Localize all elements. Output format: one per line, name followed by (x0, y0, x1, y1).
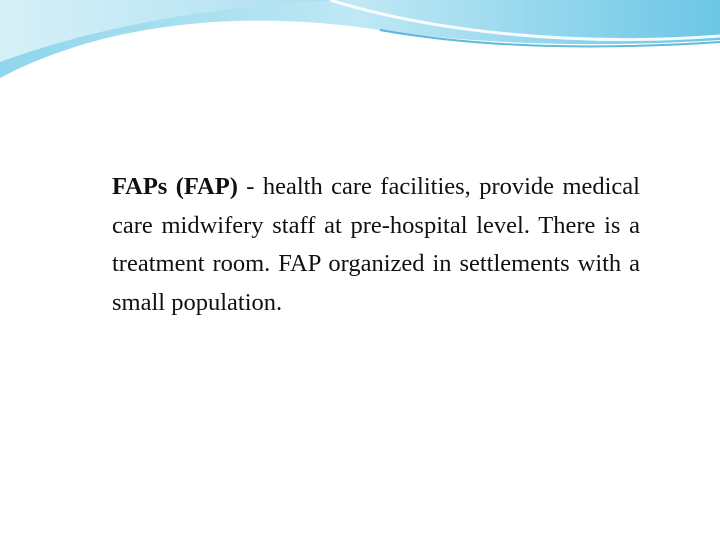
definition-paragraph (112, 168, 640, 322)
definition-text: - health care facilities, provide medical care midwifery staff at pre-hospital level. There is a treatment room. FAP organized in settlements with a small population. (112, 173, 640, 316)
header-wave-decoration (0, 0, 720, 90)
term-label: FAPs (FAP) (112, 173, 238, 200)
